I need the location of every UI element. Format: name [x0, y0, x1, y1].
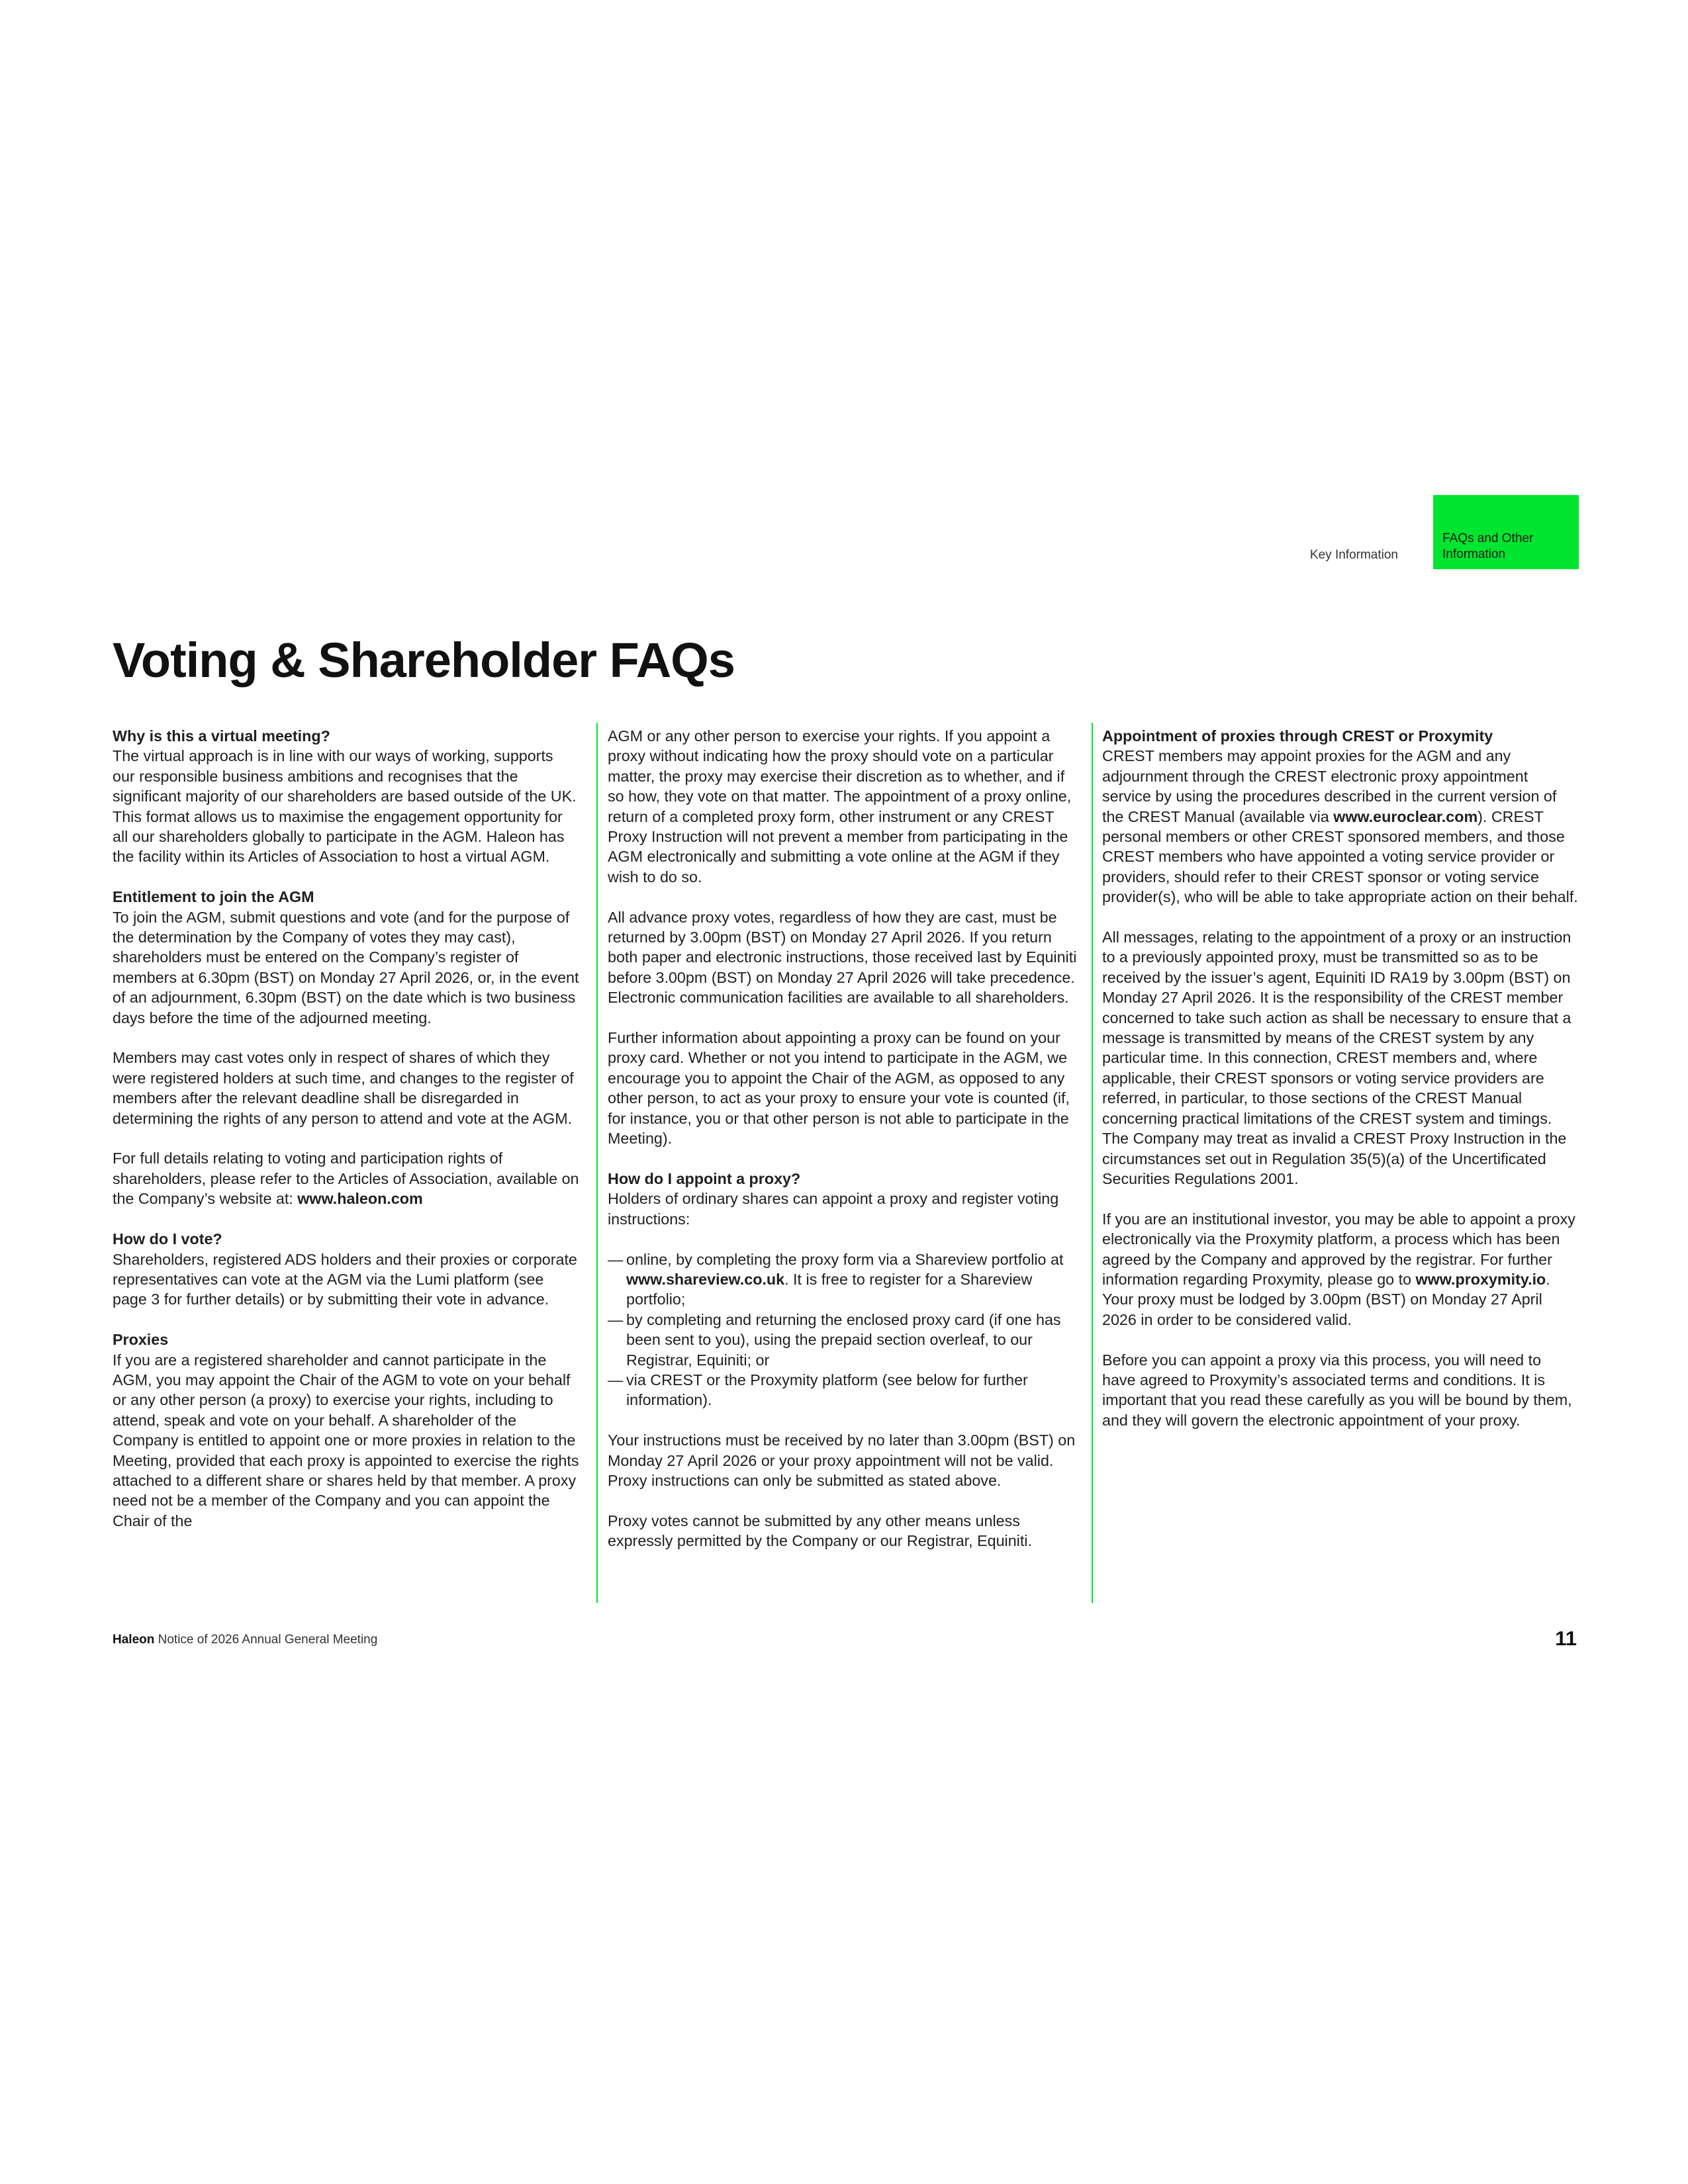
column-2	[608, 726, 1079, 1551]
paragraph-members-votes: Members may cast votes only in respect of shares of which they were registered holders at such time, and changes to the register of members after the relevant deadline shall be disregarded in determining the rights of any person to attend and vote at the AGM.	[113, 1049, 574, 1127]
column-divider-2	[1092, 723, 1093, 1603]
footer-doc-title: Notice of 2026 Annual General Meeting	[158, 1633, 378, 1647]
paragraph-proxy-continued: AGM or any other person to exercise your rights. If you appoint a proxy without indicating how the proxy should vote on a particular matter, the proxy may exercise their discretion as to whether, and if so how, they vote on that matter. The appointment of a proxy online, return of a completed proxy form, other instrument or any CREST Proxy Instruction will not prevent a member from participating in the AGM electronically and submitting a vote online at the AGM if they wish to do so.	[608, 727, 1072, 886]
haleon-website-link[interactable]: www.haleon.com	[297, 1190, 423, 1208]
paragraph-advance-votes: All advance proxy votes, regardless of how they are cast, must be returned by 3.00pm (BST) on Monday 27 April 2026. If you return both paper and electronic instructions, those received last by Equiniti before 3.00pm (BST) on Monday 27 April 2026 will take precedence. Electronic communication facilities are available to all shareholders.	[608, 908, 1077, 1007]
crest-text-a: CREST members may appoint proxies for the AGM and any adjournment through the CREST electronic proxy appointment service by using the procedures described in the current version of the CREST Manual (available via	[1102, 747, 1557, 825]
page-number: 11	[1555, 1627, 1577, 1650]
paragraph-full-details	[113, 1148, 579, 1208]
online-text-a: online, by completing the proxy form via a Shareview portfolio at	[626, 1250, 1064, 1268]
column-3	[1102, 726, 1579, 1430]
institutional-text-a: If you are an institutional investor, you may be able to appoint a proxy electronically via the Proxymity platform, a process which has been agreed by the Company and approved by the registrar. For further information regarding Proxymity, please go to	[1102, 1210, 1575, 1288]
list-item-proxy-card: — by completing and returning the enclosed proxy card (if one has been sent to you), using the prepaid section overleaf, to our Registrar, Equiniti; or	[608, 1310, 1079, 1370]
heading-appoint-proxy: How do I appoint a proxy?	[608, 1169, 801, 1187]
heading-entitlement: Entitlement to join the AGM	[113, 888, 314, 906]
proxy-methods-list	[608, 1250, 1079, 1410]
crest-text-b: ). CREST personal members or other CREST sponsored members, and those CREST members who have appointed a voting service provider or providers, should refer to their CREST sponsor or voting service provider(s), who will be able to take appropriate action on their behalf.	[1102, 807, 1578, 906]
paragraph-entitlement: To join the AGM, submit questions and vote (and for the purpose of the determination by the Company of votes they may cast), shareholders must be entered on the Company’s register of members at 6.30pm (BST) on Monday 27 April 2026, or, in the event of an adjournment, 6.30pm (BST) on the date which is two business days before the time of the adjourned meeting.	[113, 908, 579, 1026]
tab-key-information[interactable]	[1244, 495, 1430, 569]
page-title: Voting & Shareholder FAQs	[113, 633, 735, 688]
paragraph-crest-members	[1102, 746, 1579, 907]
section-nav	[1244, 495, 1579, 569]
paragraph-no-other-means: Proxy votes cannot be submitted by any other means unless expressly permitted by the Company or our Registrar, Equiniti.	[608, 1512, 1032, 1550]
paragraph-institutional	[1102, 1209, 1579, 1330]
paragraph-virtual-approach: The virtual approach is in line with our ways of working, supports our responsible business ambitions and recognises that the significant majority of our shareholders are based outside of the UK. This format allows us to maximise the engagement opportunity for all our shareholders globally to participate in the AGM. Haleon has the facility within its Articles of Association to host a virtual AGM.	[113, 747, 577, 866]
footer-brand: Haleon	[113, 1633, 155, 1647]
paragraph-crest-messages: All messages, relating to the appointment of a proxy or an instruction to a previously appointed proxy, must be transmitted so as to be received by the issuer’s agent, Equiniti ID RA19 by 3.00pm (BST) on Monday 27 April 2026. It is the responsibility of the CREST member concerned to take such action as shall be necessary to ensure that a message is transmitted by means of the CREST system by any particular time. In this connection, CREST members and, where applicable, their CREST sponsors or voting service providers are referred, in particular, to those sections of the CREST Manual concerning practical limitations of the CREST system and timings. The Company may treat as invalid a CREST Proxy Instruction in the circumstances set out in Regulation 35(5)(a) of the Uncertificated Securities Regulations 2001.	[1102, 929, 1571, 1187]
institutional-text-b: . Your proxy must be lodged by 3.00pm (BST) on Monday 27 April 2026 in order to be considered valid.	[1102, 1270, 1550, 1328]
paragraph-deadline: Your instructions must be received by no later than 3.00pm (BST) on Monday 27 April 2026 or your proxy appointment will not be valid. Proxy instructions can only be submitted as stated above.	[608, 1432, 1076, 1489]
tab-faqs-label: FAQs and Other Information	[1442, 531, 1534, 561]
list-item-online	[608, 1250, 1079, 1310]
column-divider-1	[596, 723, 598, 1603]
euroclear-link[interactable]: www.euroclear.com	[1333, 807, 1478, 825]
heading-how-vote: How do I vote?	[113, 1230, 222, 1248]
online-text-b: . It is free to register for a Shareview portfolio;	[626, 1270, 1033, 1308]
proxymity-link[interactable]: www.proxymity.io	[1415, 1270, 1546, 1288]
paragraph-proxymity-terms: Before you can appoint a proxy via this process, you will need to have agreed to Proxymity’s associated terms and conditions. It is important that you read these carefully as you will be bound by them, and they will govern the electronic appointment of your proxy.	[1102, 1351, 1572, 1429]
full-details-text: For full details relating to voting and participation rights of shareholders, please refer to the Articles of Association, available on the Company’s website at:	[113, 1150, 579, 1208]
tab-faqs-and-other-information[interactable]	[1433, 495, 1579, 569]
heading-proxies: Proxies	[113, 1331, 169, 1349]
list-item-crest: — via CREST or the Proxymity platform (see below for further information).	[608, 1370, 1079, 1410]
shareview-link[interactable]: www.shareview.co.uk	[626, 1270, 785, 1288]
paragraph-holders: Holders of ordinary shares can appoint a proxy and register voting instructions:	[608, 1190, 1059, 1228]
footer-document-title	[113, 1633, 377, 1647]
spacer	[608, 1229, 1079, 1249]
tab-key-information-label: Key Information	[1309, 548, 1398, 562]
heading-why-virtual: Why is this a virtual meeting?	[113, 727, 330, 745]
column-1	[113, 726, 579, 1531]
paragraph-proxies: If you are a registered shareholder and cannot participate in the AGM, you may appoint the Chair of the AGM to vote on your behalf or any other person (a proxy) to exercise your rights, including to attend, speak and vote on your behalf. A shareholder of the Company is entitled to appoint one or more proxies in relation to the Meeting, provided that each proxy is appointed to exercise the rights attached to a different share or shares held by that member. A proxy need not be a member of the Company and you can appoint the Chair of the	[113, 1351, 579, 1529]
heading-crest-proxymity: Appointment of proxies through CREST or Proxymity	[1102, 727, 1493, 745]
paragraph-further-info: Further information about appointing a proxy can be found on your proxy card. Whether or not you intend to participate in the AGM, we encourage you to appoint the Chair of the AGM, as opposed to any other person, to act as your proxy to ensure your vote is counted (if, for instance, you or that other person is not able to participate in the Meeting).	[608, 1029, 1070, 1148]
paragraph-how-vote: Shareholders, registered ADS holders and their proxies or corporate representatives can vote at the AGM via the Lumi platform (see page 3 for further details) or by submitting their vote in advance.	[113, 1250, 577, 1308]
